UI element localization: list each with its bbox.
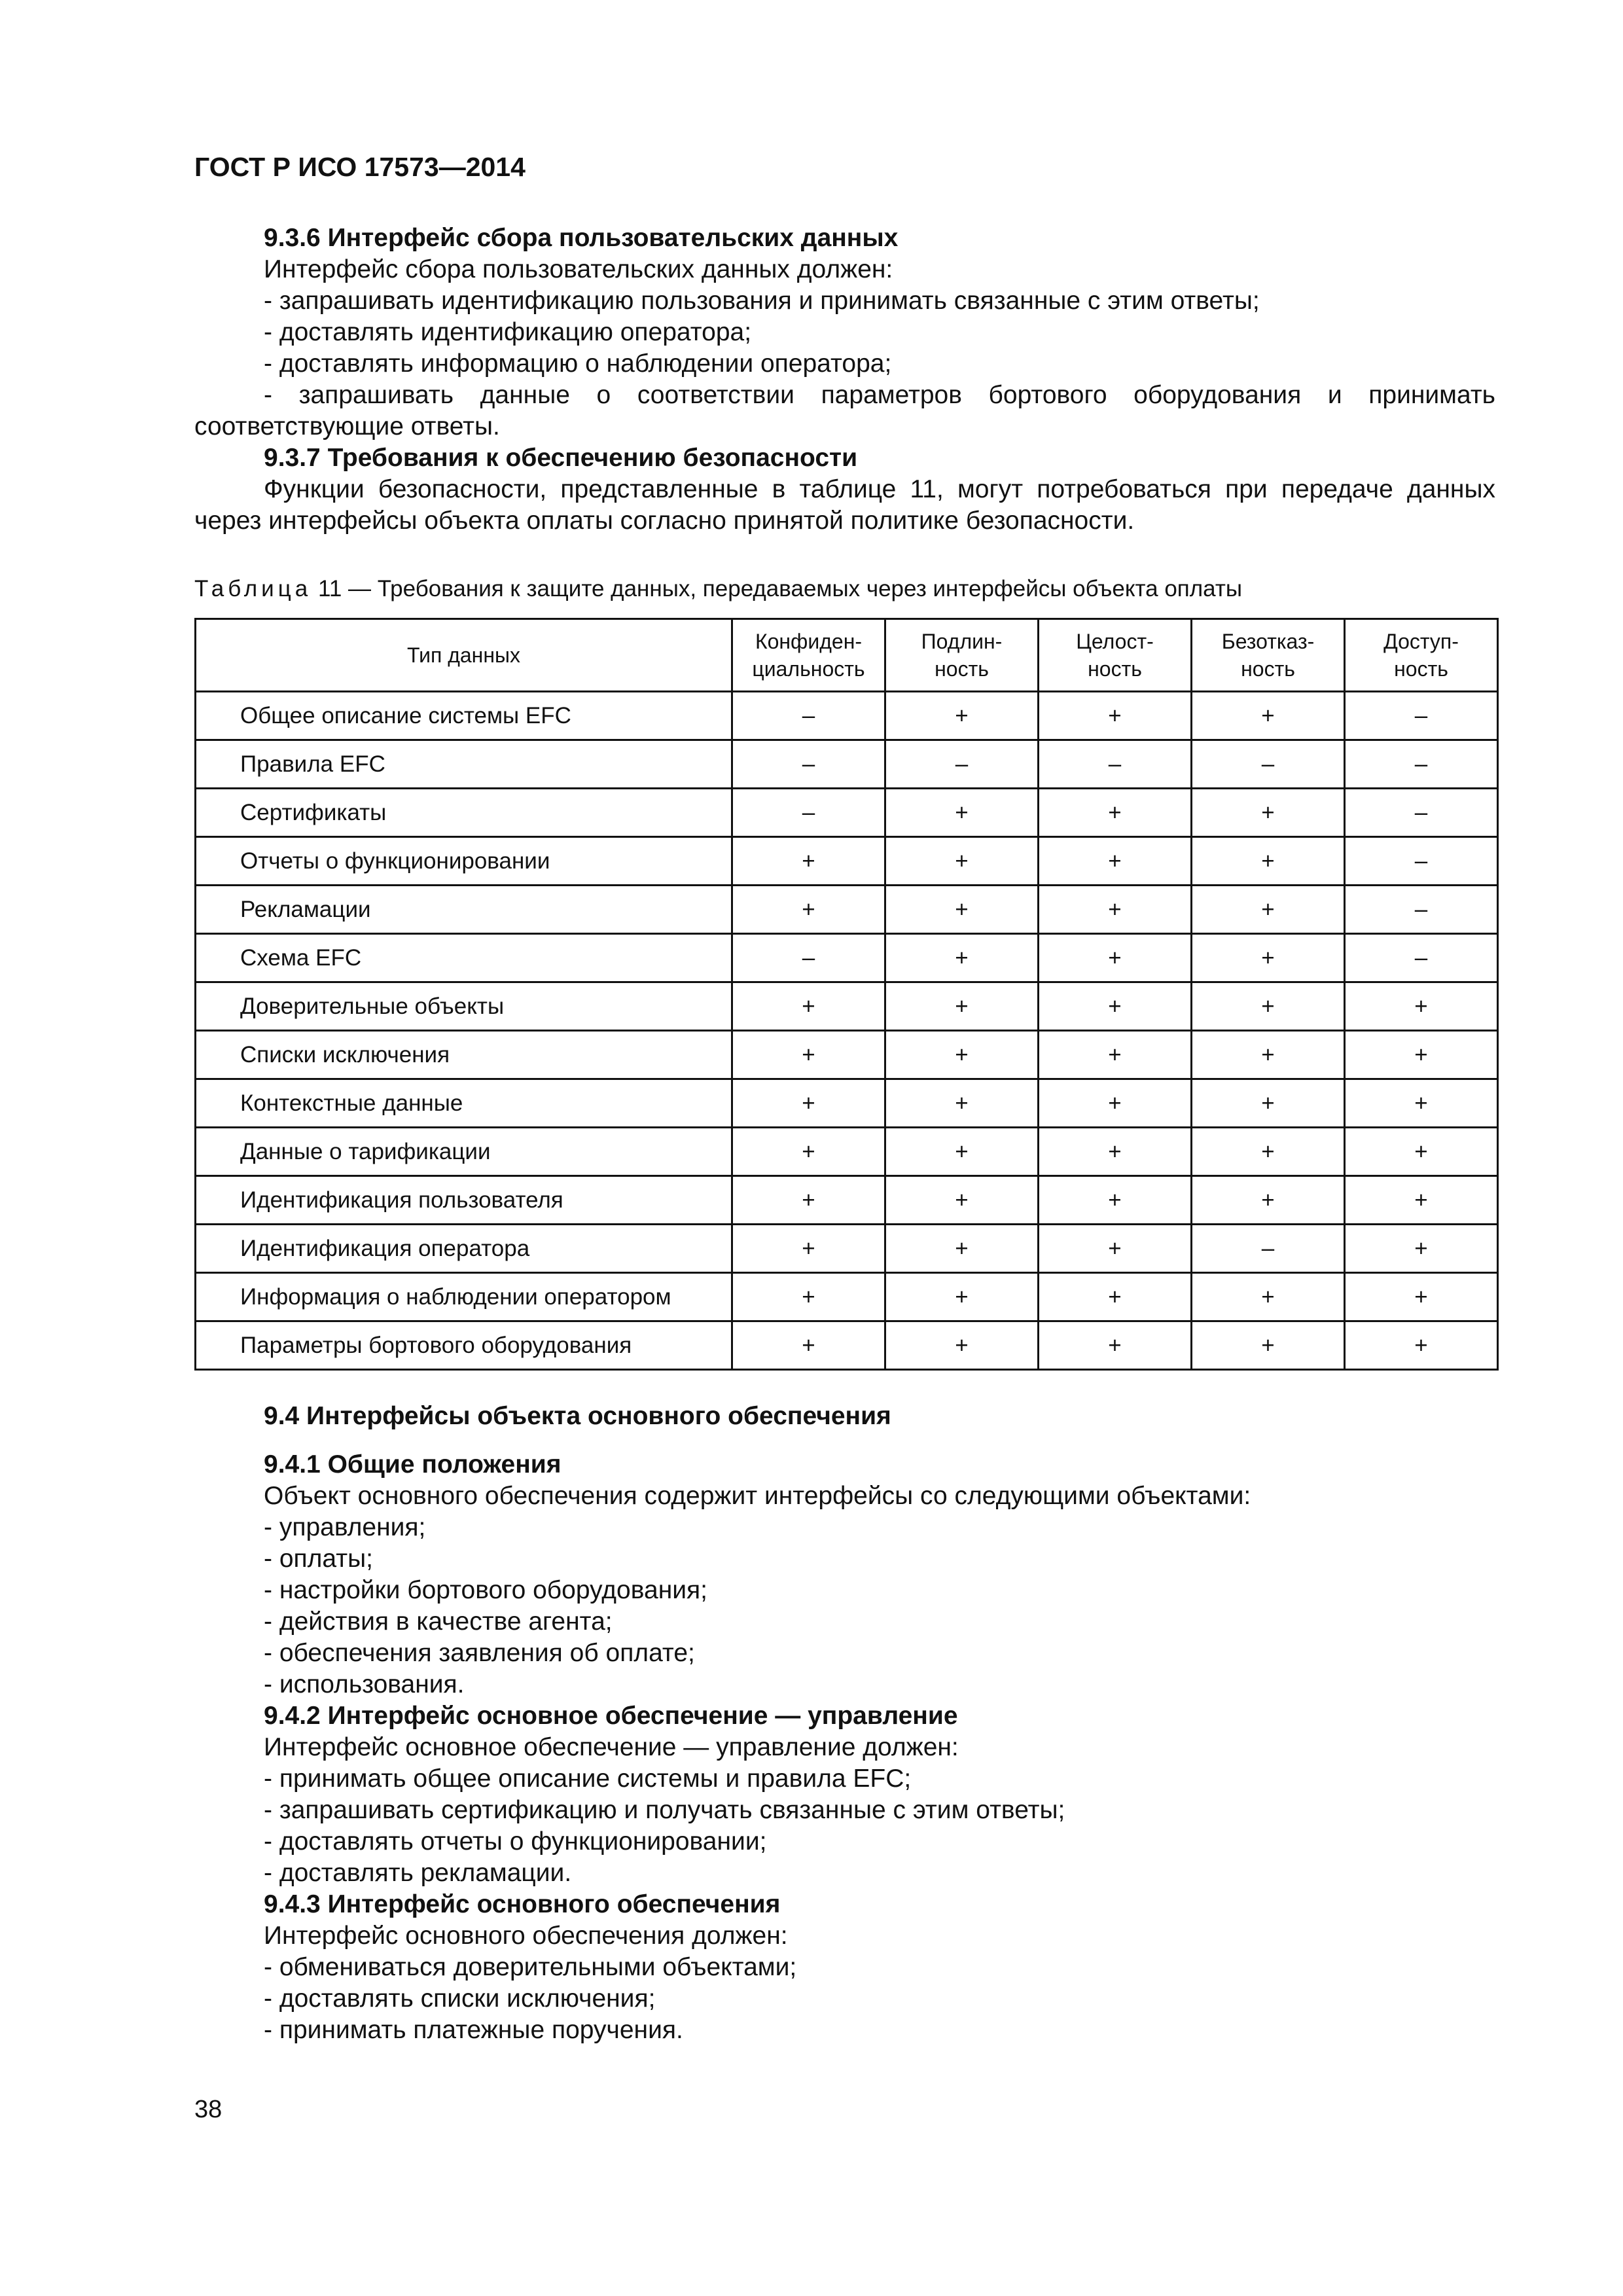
requirement-cell: +	[1039, 692, 1192, 740]
table-header-row	[196, 619, 1498, 692]
data-type-cell: Данные о тарификации	[196, 1128, 732, 1176]
list-item: - действия в качестве агента;	[264, 1607, 613, 1636]
data-type-cell: Правила EFC	[196, 740, 732, 789]
data-type-cell: Идентификация оператора	[196, 1225, 732, 1273]
requirement-cell: +	[1345, 1031, 1498, 1079]
requirement-cell: +	[1345, 1128, 1498, 1176]
requirement-cell: +	[1039, 1321, 1192, 1370]
security-requirements-table	[194, 618, 1499, 1371]
requirement-cell: –	[1192, 740, 1345, 789]
requirement-cell: +	[732, 837, 885, 886]
requirement-cell: +	[1039, 1176, 1192, 1225]
requirement-cell: +	[1192, 837, 1345, 886]
requirement-cell: +	[885, 886, 1039, 934]
section-heading: 9.3.6 Интерфейс сбора пользовательских данных	[264, 224, 899, 252]
table-row	[196, 886, 1498, 934]
requirement-cell: +	[885, 789, 1039, 837]
requirement-cell: –	[1345, 934, 1498, 982]
requirement-cell: +	[1192, 1321, 1345, 1370]
table-row	[196, 1321, 1498, 1370]
requirement-cell: –	[732, 934, 885, 982]
requirement-cell: +	[1345, 1079, 1498, 1128]
section-heading: 9.4.1 Общие положения	[264, 1450, 562, 1479]
table-row	[196, 982, 1498, 1031]
section-heading: 9.4.2 Интерфейс основное обеспечение — управление	[264, 1702, 958, 1730]
requirement-cell: +	[1192, 1273, 1345, 1321]
table-caption	[194, 576, 1242, 602]
table-row	[196, 740, 1498, 789]
requirement-cell: –	[732, 789, 885, 837]
table-row	[196, 1273, 1498, 1321]
data-type-cell: Рекламации	[196, 886, 732, 934]
requirement-cell: +	[732, 1273, 885, 1321]
requirement-cell: +	[1192, 789, 1345, 837]
requirement-cell: +	[732, 982, 885, 1031]
section-heading: 9.3.7 Требования к обеспечению безопасности	[264, 444, 858, 472]
requirement-cell: +	[1192, 886, 1345, 934]
list-item: - управления;	[264, 1513, 426, 1541]
requirement-cell: +	[732, 1321, 885, 1370]
requirement-cell: –	[885, 740, 1039, 789]
paragraph: Функции безопасности, представленные в таблице 11, могут потребоваться при передаче данных через интерфейсы объекта оплаты согласно принятой политике безопасности.	[194, 475, 1495, 535]
table-row	[196, 837, 1498, 886]
table-row	[196, 789, 1498, 837]
section-9-3-6	[194, 223, 1495, 537]
requirement-cell: –	[1345, 886, 1498, 934]
table-row	[196, 692, 1498, 740]
list-item: - доставлять рекламации.	[264, 1859, 572, 1887]
list-item: - запрашивать сертификацию и получать связанные с этим ответы;	[264, 1796, 1065, 1824]
list-item: - доставлять отчеты о функционировании;	[264, 1827, 767, 1856]
table-row	[196, 1128, 1498, 1176]
list-item: - запрашивать данные о соответствии параметров бортового оборудования и принимать соответствующие ответы.	[194, 381, 1495, 440]
requirement-cell: +	[885, 1225, 1039, 1273]
table-caption-label: Таблица	[194, 576, 312, 601]
requirement-cell: +	[1192, 934, 1345, 982]
requirement-cell: +	[1192, 1031, 1345, 1079]
requirement-cell: –	[732, 740, 885, 789]
list-item: - запрашивать идентификацию пользования и принимать связанные с этим ответы;	[264, 287, 1260, 315]
requirement-cell: +	[885, 837, 1039, 886]
page-number: 38	[194, 2096, 223, 2123]
requirement-cell: +	[1192, 692, 1345, 740]
requirement-cell: +	[885, 1273, 1039, 1321]
requirement-cell: –	[1345, 740, 1498, 789]
requirement-cell: +	[1039, 886, 1192, 934]
table-caption-text: 11 — Требования к защите данных, передаваемых через интерфейсы объекта оплаты	[317, 576, 1243, 601]
list-item: - использования.	[264, 1670, 465, 1698]
table-row	[196, 1225, 1498, 1273]
paragraph: Объект основного обеспечения содержит интерфейсы со следующими объектами:	[264, 1482, 1251, 1510]
list-item: - принимать платежные поручения.	[264, 2016, 683, 2044]
requirement-cell: –	[1345, 692, 1498, 740]
requirement-cell: –	[1345, 789, 1498, 837]
requirement-cell: +	[885, 692, 1039, 740]
requirement-cell: +	[1039, 837, 1192, 886]
requirement-cell: –	[1039, 740, 1192, 789]
requirement-cell: +	[1039, 1031, 1192, 1079]
column-header-availability: Доступ- ность	[1345, 619, 1498, 692]
requirement-cell: +	[1039, 1273, 1192, 1321]
requirement-cell: +	[1192, 1176, 1345, 1225]
requirement-cell: +	[1039, 1225, 1192, 1273]
list-item: - оплаты;	[264, 1545, 373, 1573]
section-heading: 9.4.3 Интерфейс основного обеспечения	[264, 1890, 781, 1918]
requirement-cell: +	[1039, 1128, 1192, 1176]
column-header-integrity: Целост- ность	[1039, 619, 1192, 692]
list-item: - обеспечения заявления об оплате;	[264, 1639, 695, 1667]
requirement-cell: +	[1192, 982, 1345, 1031]
column-header-non-repudiation: Безотказ- ность	[1192, 619, 1345, 692]
requirement-cell: +	[885, 1321, 1039, 1370]
table-row	[196, 934, 1498, 982]
data-type-cell: Идентификация пользователя	[196, 1176, 732, 1225]
data-type-cell: Контекстные данные	[196, 1079, 732, 1128]
data-type-cell: Схема EFC	[196, 934, 732, 982]
requirement-cell: +	[1345, 1321, 1498, 1370]
requirement-cell: +	[885, 1128, 1039, 1176]
requirement-cell: +	[885, 1031, 1039, 1079]
list-item: - настройки бортового оборудования;	[264, 1576, 707, 1604]
list-item: - доставлять информацию о наблюдении оператора;	[264, 350, 892, 378]
paragraph: Интерфейс основное обеспечение — управление должен:	[264, 1733, 959, 1761]
requirement-cell: +	[1345, 1225, 1498, 1273]
data-type-cell: Сертификаты	[196, 789, 732, 837]
requirement-cell: +	[732, 1079, 885, 1128]
requirement-cell: +	[1192, 1128, 1345, 1176]
data-type-cell: Отчеты о функционировании	[196, 837, 732, 886]
column-header-authenticity: Подлин- ность	[885, 619, 1039, 692]
requirement-cell: +	[885, 982, 1039, 1031]
requirement-cell: +	[1039, 982, 1192, 1031]
requirement-cell: +	[1039, 934, 1192, 982]
section-heading: 9.4 Интерфейсы объекта основного обеспечения	[264, 1402, 891, 1430]
list-item: - доставлять идентификацию оператора;	[264, 318, 752, 346]
data-type-cell: Параметры бортового оборудования	[196, 1321, 732, 1370]
requirement-cell: +	[732, 1225, 885, 1273]
requirement-cell: –	[732, 692, 885, 740]
list-item: - доставлять списки исключения;	[264, 1984, 656, 2013]
requirement-cell: +	[1345, 982, 1498, 1031]
requirement-cell: –	[1345, 837, 1498, 886]
paragraph: Интерфейс основного обеспечения должен:	[264, 1922, 788, 1950]
requirement-cell: +	[732, 1031, 885, 1079]
document-header: ГОСТ Р ИСО 17573—2014	[194, 152, 526, 182]
table-row	[196, 1031, 1498, 1079]
requirement-cell: +	[732, 886, 885, 934]
data-type-cell: Доверительные объекты	[196, 982, 732, 1031]
data-type-cell: Общее описание системы EFC	[196, 692, 732, 740]
requirement-cell: +	[732, 1176, 885, 1225]
column-header-confidentiality: Конфиден- циальность	[732, 619, 885, 692]
list-item: - обмениваться доверительными объектами;	[264, 1953, 797, 1981]
requirement-cell: +	[1039, 789, 1192, 837]
section-9-4	[194, 1401, 1495, 2046]
requirement-cell: +	[732, 1128, 885, 1176]
paragraph: Интерфейс сбора пользовательских данных должен:	[264, 255, 893, 283]
data-type-cell: Списки исключения	[196, 1031, 732, 1079]
requirement-cell: +	[1192, 1079, 1345, 1128]
list-item: - принимать общее описание системы и правила EFC;	[264, 1765, 912, 1793]
requirement-cell: +	[1039, 1079, 1192, 1128]
requirement-cell: +	[885, 934, 1039, 982]
table-row	[196, 1176, 1498, 1225]
requirement-cell: +	[1345, 1273, 1498, 1321]
requirement-cell: +	[885, 1079, 1039, 1128]
column-header-data-type: Тип данных	[196, 619, 732, 692]
table-row	[196, 1079, 1498, 1128]
data-type-cell: Информация о наблюдении оператором	[196, 1273, 732, 1321]
requirement-cell: +	[1345, 1176, 1498, 1225]
requirement-cell: +	[885, 1176, 1039, 1225]
requirement-cell: –	[1192, 1225, 1345, 1273]
